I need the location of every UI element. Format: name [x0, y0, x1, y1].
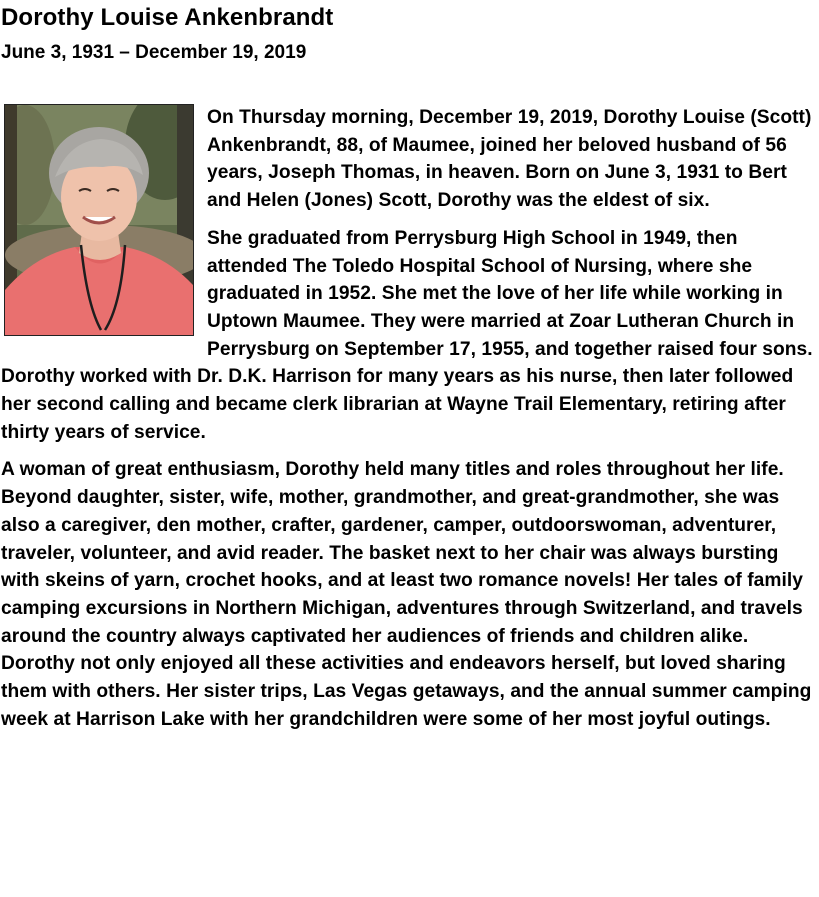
life-dates: June 3, 1931 – December 19, 2019	[1, 42, 307, 63]
paragraph-education-career: She graduated from Perrysburg High School in 1949, then attended The Toledo Hospital School of Nursing, where she graduated in 1952. She met the love of her life while working in Uptown Maumee. They were married at Zoar Lutheran Church in Perrysburg on September 17, 1955, and together raised four sons. Dorothy worked with Dr. D.K. Harrison for many years as his nurse, then later followed her second calling and became clerk librarian at Wayne Trail Elementary, retiring after thirty years of service.	[1, 227, 813, 443]
obituary-name: Dorothy Louise Ankenbrandt	[1, 4, 334, 31]
portrait-photo	[4, 104, 194, 336]
paragraph-intro: On Thursday morning, December 19, 2019, Dorothy Louise (Scott) Ankenbrandt, 88, of Maumee, joined her beloved husband of 56 years, Joseph Thomas, in heaven. Born on June 3, 1931 to Bert and Helen (Jones) Scott, Dorothy was the eldest of six.	[207, 107, 812, 212]
obituary-page	[0, 4, 819, 733]
paragraph-life-roles: A woman of great enthusiasm, Dorothy held many titles and roles throughout her life. Beyond daughter, sister, wife, mother, grandmother, and great-grandmother, she was also a caregiver, den mother, crafter, gardener, camper, outdoorswoman, adventurer, traveler, volunteer, and avid reader. The basket next to her chair was always bursting with skeins of yarn, crochet hooks, and at least two romance novels! Her tales of family camping excursions in Northern Michigan, adventures through Switzerland, and travels around the country always captivated her audiences of friends and children alike. Dorothy not only enjoyed all these activities and endeavors herself, but loved sharing them with others. Her sister trips, Las Vegas getaways, and the annual summer camping week at Harrison Lake with her grandchildren were some of her most joyful outings.	[1, 459, 812, 730]
